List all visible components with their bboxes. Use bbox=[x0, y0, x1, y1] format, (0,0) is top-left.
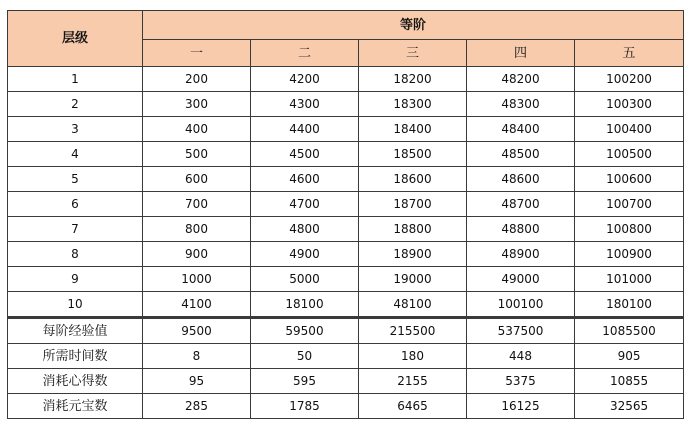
value-cell: 18200 bbox=[359, 67, 467, 92]
value-cell: 48500 bbox=[467, 142, 575, 167]
value-cell: 4100 bbox=[143, 292, 251, 318]
value-cell: 180 bbox=[359, 344, 467, 369]
value-cell: 100300 bbox=[575, 92, 684, 117]
stage-group-header: 等阶 bbox=[143, 11, 684, 40]
value-cell: 50 bbox=[251, 344, 359, 369]
value-cell: 4600 bbox=[251, 167, 359, 192]
value-cell: 500 bbox=[143, 142, 251, 167]
level-column-header: 层级 bbox=[8, 11, 143, 67]
value-cell: 900 bbox=[143, 242, 251, 267]
value-cell: 4400 bbox=[251, 117, 359, 142]
value-cell: 1000 bbox=[143, 267, 251, 292]
table-row bbox=[8, 92, 684, 117]
value-cell: 1085500 bbox=[575, 318, 684, 344]
value-cell: 6465 bbox=[359, 394, 467, 419]
value-cell: 18700 bbox=[359, 192, 467, 217]
table-row bbox=[8, 217, 684, 242]
value-cell: 595 bbox=[251, 369, 359, 394]
value-cell: 9500 bbox=[143, 318, 251, 344]
value-cell: 48800 bbox=[467, 217, 575, 242]
value-cell: 285 bbox=[143, 394, 251, 419]
value-cell: 600 bbox=[143, 167, 251, 192]
row-label: 9 bbox=[8, 267, 143, 292]
value-cell: 49000 bbox=[467, 267, 575, 292]
table-row bbox=[8, 167, 684, 192]
value-cell: 448 bbox=[467, 344, 575, 369]
value-cell: 59500 bbox=[251, 318, 359, 344]
value-cell: 18100 bbox=[251, 292, 359, 318]
row-label: 6 bbox=[8, 192, 143, 217]
value-cell: 101000 bbox=[575, 267, 684, 292]
value-cell: 18600 bbox=[359, 167, 467, 192]
value-cell: 100600 bbox=[575, 167, 684, 192]
value-cell: 200 bbox=[143, 67, 251, 92]
table-row bbox=[8, 292, 684, 318]
value-cell: 18900 bbox=[359, 242, 467, 267]
stage-header: 四 bbox=[467, 40, 575, 67]
table-row bbox=[8, 117, 684, 142]
table-wrapper bbox=[7, 10, 684, 419]
stage-header: 三 bbox=[359, 40, 467, 67]
value-cell: 700 bbox=[143, 192, 251, 217]
header-row bbox=[8, 11, 684, 40]
value-cell: 100500 bbox=[575, 142, 684, 167]
table-row bbox=[8, 192, 684, 217]
value-cell: 18500 bbox=[359, 142, 467, 167]
value-cell: 48200 bbox=[467, 67, 575, 92]
row-label: 2 bbox=[8, 92, 143, 117]
value-cell: 4200 bbox=[251, 67, 359, 92]
row-label: 3 bbox=[8, 117, 143, 142]
value-cell: 5000 bbox=[251, 267, 359, 292]
value-cell: 5375 bbox=[467, 369, 575, 394]
row-label: 10 bbox=[8, 292, 143, 318]
value-cell: 10855 bbox=[575, 369, 684, 394]
table-body bbox=[8, 67, 684, 419]
value-cell: 800 bbox=[143, 217, 251, 242]
value-cell: 48700 bbox=[467, 192, 575, 217]
summary-row bbox=[8, 318, 684, 344]
value-cell: 2155 bbox=[359, 369, 467, 394]
row-label: 每阶经验值 bbox=[8, 318, 143, 344]
row-label: 所需时间数 bbox=[8, 344, 143, 369]
table-row bbox=[8, 267, 684, 292]
value-cell: 48300 bbox=[467, 92, 575, 117]
row-label: 消耗元宝数 bbox=[8, 394, 143, 419]
row-label: 1 bbox=[8, 67, 143, 92]
row-label: 4 bbox=[8, 142, 143, 167]
value-cell: 48400 bbox=[467, 117, 575, 142]
stage-header: 五 bbox=[575, 40, 684, 67]
value-cell: 95 bbox=[143, 369, 251, 394]
value-cell: 4300 bbox=[251, 92, 359, 117]
summary-row bbox=[8, 394, 684, 419]
value-cell: 100900 bbox=[575, 242, 684, 267]
table-row bbox=[8, 142, 684, 167]
value-cell: 100800 bbox=[575, 217, 684, 242]
summary-row bbox=[8, 369, 684, 394]
value-cell: 18800 bbox=[359, 217, 467, 242]
value-cell: 100700 bbox=[575, 192, 684, 217]
value-cell: 100200 bbox=[575, 67, 684, 92]
table-row bbox=[8, 67, 684, 92]
value-cell: 32565 bbox=[575, 394, 684, 419]
table-header bbox=[8, 11, 684, 67]
stage-header: 二 bbox=[251, 40, 359, 67]
row-label: 8 bbox=[8, 242, 143, 267]
row-label: 7 bbox=[8, 217, 143, 242]
value-cell: 1785 bbox=[251, 394, 359, 419]
value-cell: 180100 bbox=[575, 292, 684, 318]
value-cell: 905 bbox=[575, 344, 684, 369]
value-cell: 4700 bbox=[251, 192, 359, 217]
value-cell: 18300 bbox=[359, 92, 467, 117]
value-cell: 300 bbox=[143, 92, 251, 117]
value-cell: 4500 bbox=[251, 142, 359, 167]
value-cell: 215500 bbox=[359, 318, 467, 344]
stage-header: 一 bbox=[143, 40, 251, 67]
value-cell: 400 bbox=[143, 117, 251, 142]
level-stage-table bbox=[7, 10, 684, 419]
value-cell: 16125 bbox=[467, 394, 575, 419]
value-cell: 48100 bbox=[359, 292, 467, 318]
value-cell: 48600 bbox=[467, 167, 575, 192]
summary-row bbox=[8, 344, 684, 369]
value-cell: 537500 bbox=[467, 318, 575, 344]
value-cell: 48900 bbox=[467, 242, 575, 267]
value-cell: 19000 bbox=[359, 267, 467, 292]
row-label: 5 bbox=[8, 167, 143, 192]
row-label: 消耗心得数 bbox=[8, 369, 143, 394]
value-cell: 18400 bbox=[359, 117, 467, 142]
value-cell: 100400 bbox=[575, 117, 684, 142]
table-row bbox=[8, 242, 684, 267]
value-cell: 8 bbox=[143, 344, 251, 369]
value-cell: 4900 bbox=[251, 242, 359, 267]
value-cell: 4800 bbox=[251, 217, 359, 242]
value-cell: 100100 bbox=[467, 292, 575, 318]
